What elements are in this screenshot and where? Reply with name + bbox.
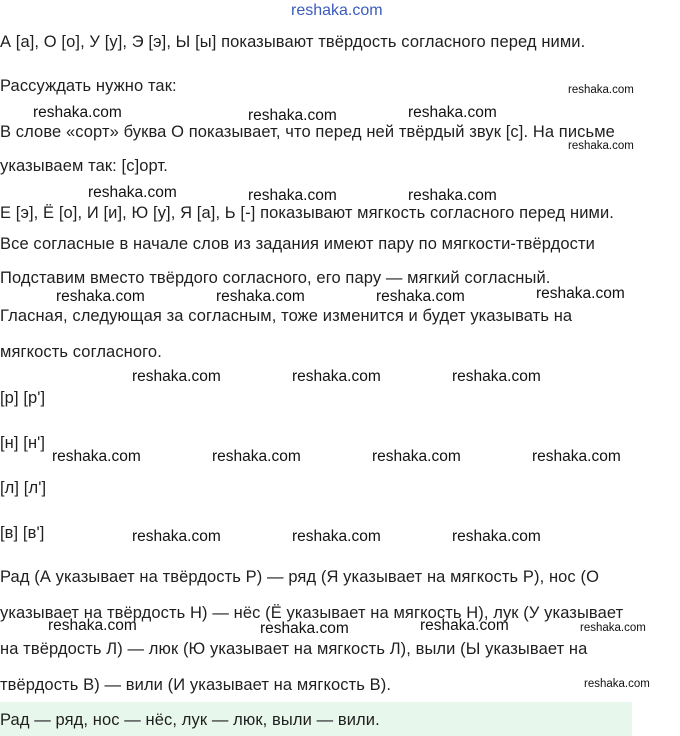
watermark: reshaka.com (88, 184, 177, 201)
watermark: reshaka.com (408, 104, 497, 121)
text-line-16: на твёрдость Л) — люк (Ю указывает на мягкость Л), выли (Ы указывает на (0, 640, 588, 658)
watermark: reshaka.com (248, 107, 337, 124)
watermark: reshaka.com (452, 528, 541, 545)
text-line-14: Рад (А указывает на твёрдость Р) — ряд (Я указывает на мягкость Р), нос (О (0, 568, 599, 586)
text-line-4: указываем так: [с]орт. (0, 157, 168, 175)
watermark: reshaka.com (584, 678, 650, 690)
watermark: reshaka.com (536, 285, 625, 302)
text-line-13: [в] [в'] (0, 524, 45, 542)
watermark: reshaka.com (532, 448, 621, 465)
watermark: reshaka.com (33, 104, 122, 121)
text-line-7: Подставим вместо твёрдого согласного, его пару — мягкий согласный. (0, 269, 551, 287)
watermark: reshaka.com (56, 288, 145, 305)
text-line-11: [н] [н'] (0, 434, 46, 452)
text-line-8: Гласная, следующая за согласным, тоже изменится и будет указывать на (0, 307, 573, 325)
watermark: reshaka.com (408, 187, 497, 204)
watermark: reshaka.com (212, 448, 301, 465)
text-line-3: В слове «сорт» буква О показывает, что перед ней твёрдый звук [с]. На письме (0, 123, 615, 141)
answer-line: Рад — ряд, нос — нёс, лук — люк, выли — вили. (0, 711, 380, 729)
watermark: reshaka.com (568, 140, 634, 152)
text-line-12: [л] [л'] (0, 479, 47, 497)
watermark: reshaka.com (52, 448, 141, 465)
watermark: reshaka.com (292, 368, 381, 385)
watermark: reshaka.com (248, 187, 337, 204)
watermark: reshaka.com (292, 528, 381, 545)
text-line-17: твёрдость В) — вили (И указывает на мягкость В). (0, 676, 392, 694)
text-line-15: указывает на твёрдость Н) — нёс (Ё указывает на мягкость Н), лук (У указывает (0, 604, 624, 622)
text-line-1: А [а], О [о], У [у], Э [э], Ы [ы] показывают твёрдость согласного перед ними. (0, 33, 586, 51)
watermark: reshaka.com (132, 368, 221, 385)
watermark: reshaka.com (580, 622, 646, 634)
watermark: reshaka.com (132, 528, 221, 545)
watermark: reshaka.com (48, 617, 137, 634)
watermark: reshaka.com (452, 368, 541, 385)
watermark: reshaka.com (376, 288, 465, 305)
text-line-6: Все согласные в начале слов из задания имеют пару по мягкости-твёрдости (0, 235, 596, 253)
watermark: reshaka.com (568, 84, 634, 96)
watermark: reshaka.com (372, 448, 461, 465)
text-line-2: Рассуждать нужно так: (0, 77, 177, 95)
watermark: reshaka.com (216, 288, 305, 305)
watermark: reshaka.com (420, 617, 509, 634)
text-line-10: [р] [р'] (0, 389, 46, 407)
text-line-5: Е [э], Ё [о], И [и], Ю [у], Я [а], Ь [-] показывают мягкость согласного перед ними. (0, 204, 614, 222)
watermark-top: reshaka.com (291, 2, 383, 19)
watermark: reshaka.com (260, 620, 349, 637)
text-line-9: мягкость согласного. (0, 343, 162, 361)
